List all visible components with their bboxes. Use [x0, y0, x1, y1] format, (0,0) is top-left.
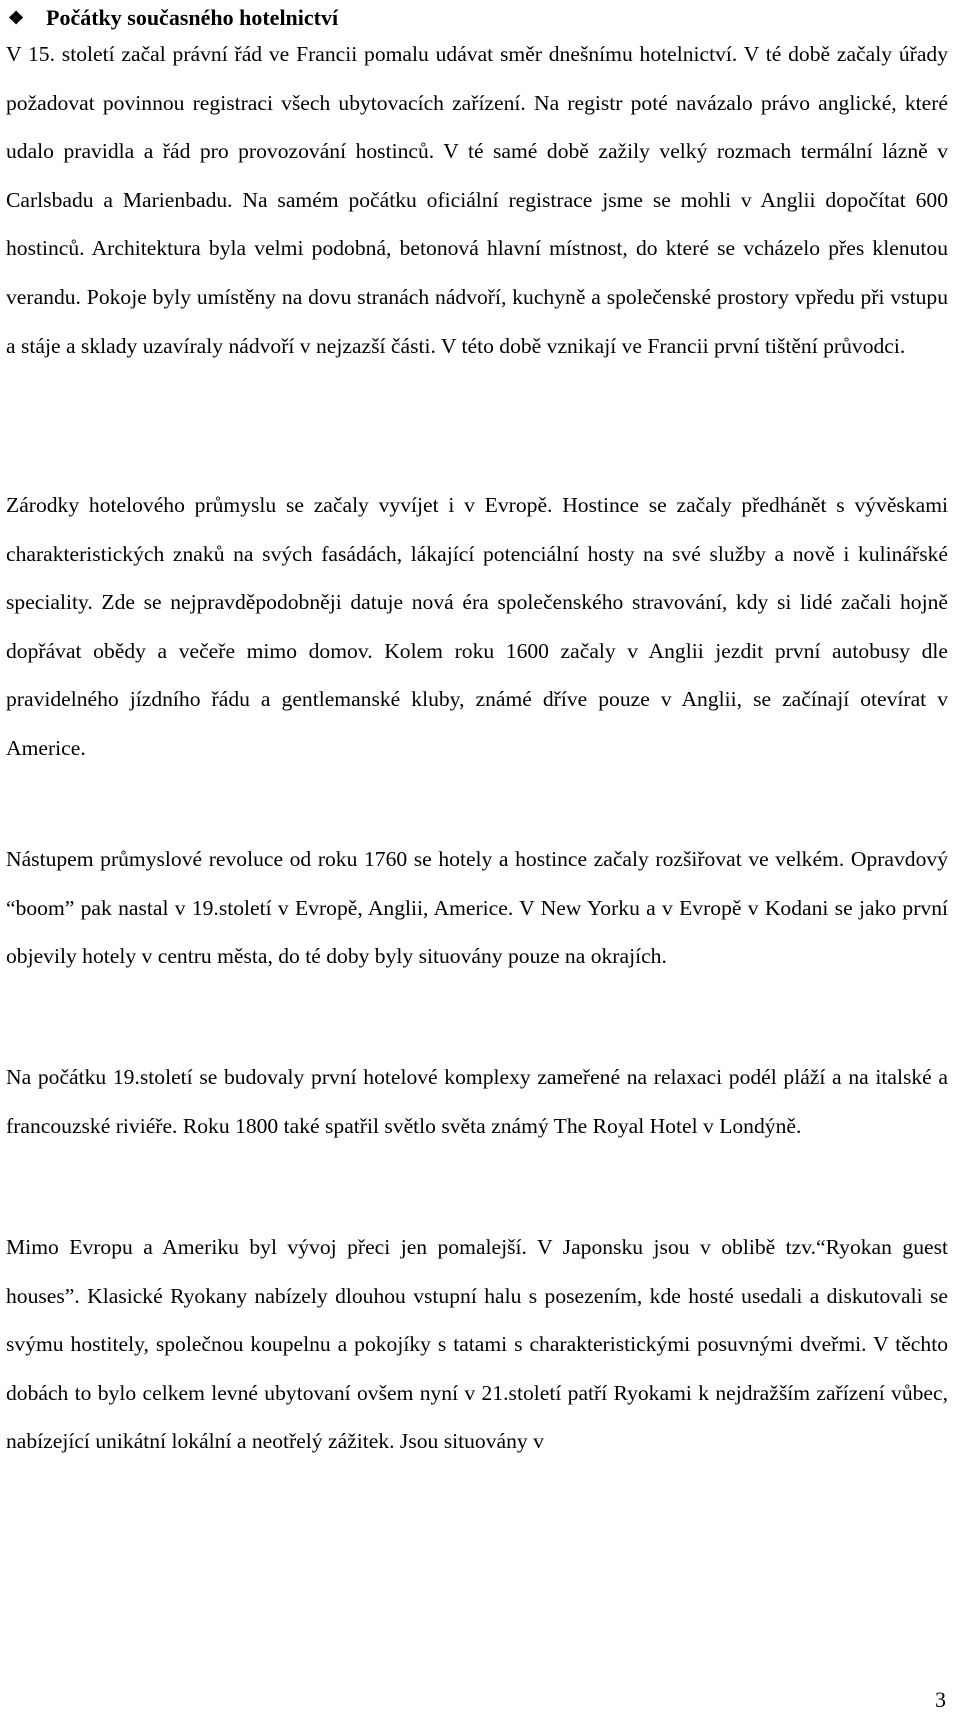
paragraph-3: Nástupem průmyslové revoluce od roku 1760 se hotely a hostince začaly rozšiřovat ve velkém. Opravdový “boom” pak nastal v 19.století v Evropě, Anglii, Americe. V New Yorku a v Evropě v Kodani se jako první objevily hotely v centru města, do té doby byly situovány pouze na okrajích.	[6, 847, 948, 969]
page-number: 3	[935, 1687, 946, 1712]
paragraph-5: Mimo Evropu a Ameriku byl vývoj přeci jen pomalejší. V Japonsku jsou v oblibě tzv.“Ryokan guest houses”. Klasické Ryokany nabízely dlouhou vstupní halu s posezením, kde hosté usedali a diskutovali se svýmu hostitely, společnou koupelnu a pokojíky s tatami s charakteristickými posuvnými dveřmi. V těchto dobách to bylo celkem levné ubytovaní ovšem nyní v 21.století patří Ryokami k nejdražším zařízení vůbec, nabízející unikátní lokální a neotřelý zážitek. Jsou situovány v	[6, 1235, 948, 1454]
section-title: Počátky současného hotelnictví	[46, 5, 339, 30]
paragraph-4: Na počátku 19.století se budovaly první hotelové komplexy zameřené na relaxaci podél pláží a na italské a francouzské riviéře. Roku 1800 také spatřil světlo světa známý The Royal Hotel v Londýně.	[6, 1065, 948, 1138]
paragraph-2: Zárodky hotelového průmyslu se začaly vyvíjet i v Evropě. Hostince se začaly předhánět s vývěskami charakteristických znaků na svých fasádách, lákající potenciální hosty na své služby a nově i kulinářské speciality. Zde se nejpravděpodobněji datuje nová éra společenského stravování, kdy si lidé začali hojně dopřávat obědy a večeře mimo domov. Kolem roku 1600 začaly v Anglii jezdit první autobusy dle pravidelného jízdního řádu a gentlemanské kluby, známé dříve pouze v Anglii, se začínají otevírat v Americe.	[6, 493, 948, 760]
diamond-bullet-icon: ❖	[8, 8, 25, 28]
paragraph-1: V 15. století začal právní řád ve Francii pomalu udávat směr dnešnímu hotelnictví. V té době začaly úřady požadovat povinnou registraci všech ubytovacích zařízení. Na registr poté navázalo právo anglické, které udalo pravidla a řád pro provozování hostinců. V té samé době zažily velký rozmach termální lázně v Carlsbadu a Marienbadu. Na samém počátku oficiální registrace jsme se mohli v Anglii dopočítat 600 hostinců. Architektura byla velmi podobná, betonová hlavní místnost, do které se vcházelo přes klenutou verandu. Pokoje byly umístěny na dovu stranách nádvoří, kuchyně a společenské prostory vpředu při vstupu a stáje a sklady uzavíraly nádvoří v nejzazší části. V této době vznikají ve Francii první tištění průvodci.	[6, 42, 948, 358]
